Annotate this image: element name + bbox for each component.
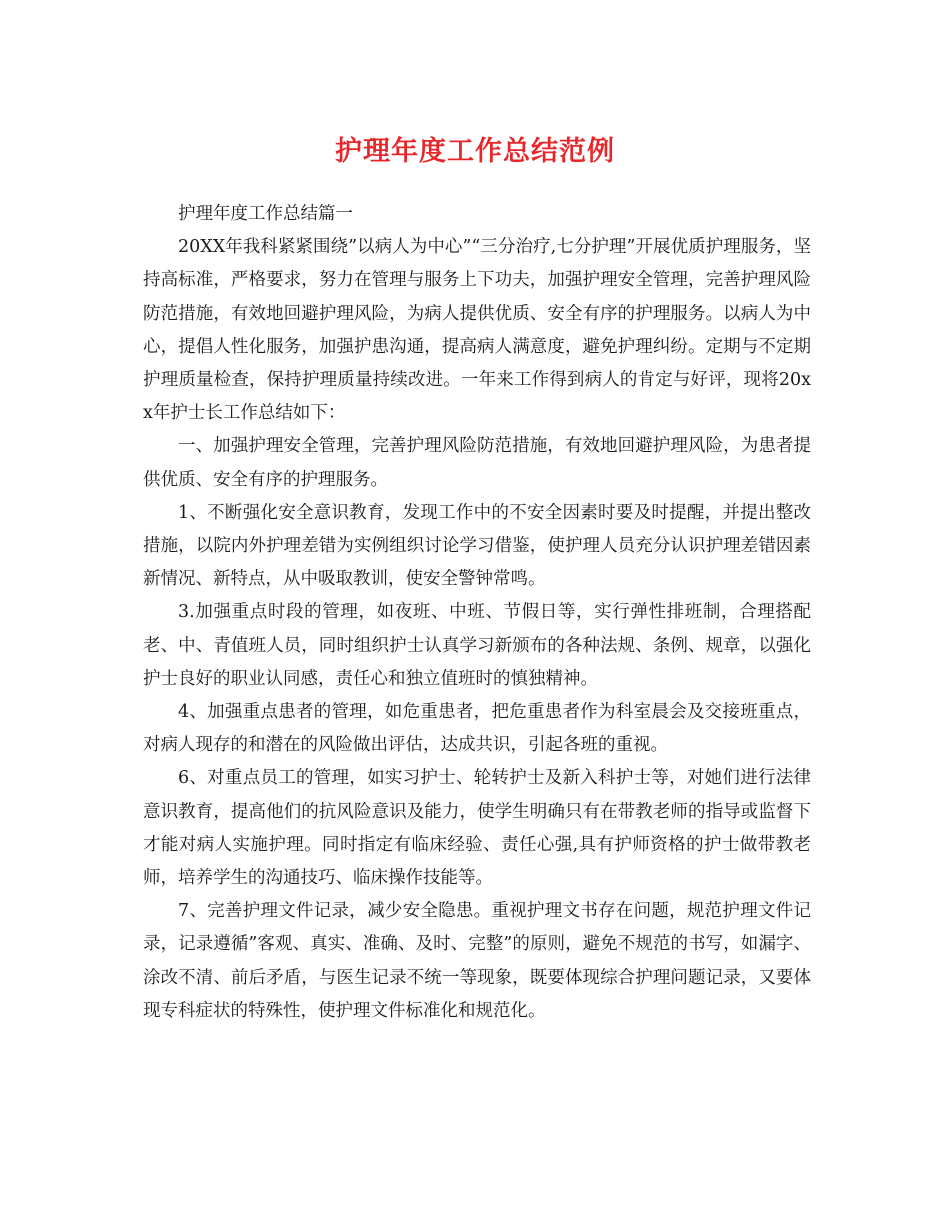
paragraph: 3.加强重点时段的管理，如夜班、中班、节假日等，实行弹性排班制，合理搭配老、中、青值班人员，同时组织护士认真学习新颁布的各种法规、条例、规章，以强化护士良好的职业认同感，责任心和独立值班时的慎独精神。 — [143, 602, 811, 689]
paragraph: 1、不断强化安全意识教育，发现工作中的不安全因素时要及时提醒，并提出整改措施，以院内外护理差错为实例组织讨论学习借鉴，使护理人员充分认识护理差错因素新情况、新特点，从中吸取教训，使安全警钟常鸣。 — [143, 502, 811, 590]
paragraph: 4、加强重点患者的管理，如危重患者，把危重患者作为科室晨会及交接班重点，对病人现存的和潜在的风险做出评估，达成共识，引起各班的重视。 — [143, 702, 811, 756]
paragraph: 一、加强护理安全管理，完善护理风险防范措施，有效地回避护理风险，为患者提供优质、安全有序的护理服务。 — [143, 436, 811, 490]
section-heading: 护理年度工作总结篇一 — [178, 204, 353, 224]
paragraph: 7、完善护理文件记录，减少安全隐患。重视护理文书存在问题，规范护理文件记录，记录遵循”客观、真实、准确、及时、完整”的原则，避免不规范的书写，如漏字、涂改不清、前后矛盾，与医生记录不统一等现象，既要体现综合护理问题记录，又要体现专科症状的特殊性，使护理文件标准化和规范化。 — [143, 901, 811, 1021]
document-body — [143, 198, 811, 1028]
document-title: 护理年度工作总结范例 — [335, 136, 615, 167]
paragraph: 20XX年我科紧紧围绕”以病人为中心”“三分治疗,七分护理”开展优质护理服务，坚持高标准，严格要求，努力在管理与服务上下功夫，加强护理安全管理，完善护理风险防范措施，有效地回避护理风险，为病人提供优质、安全有序的护理服务。以病人为中心，提倡人性化服务，加强护患沟通，提高病人满意度，避免护理纠纷。定期与不定期护理质量检查，保持护理质量持续改进。一年来工作得到病人的肯定与好评，现将20xx年护士长工作总结如下： — [143, 237, 811, 424]
paragraph: 6、对重点员工的管理，如实习护士、轮转护士及新入科护士等，对她们进行法律意识教育，提高他们的抗风险意识及能力，使学生明确只有在带教老师的指导或监督下才能对病人实施护理。同时指定有临床经验、责任心强,具有护师资格的护士做带教老师，培养学生的沟通技巧、临床操作技能等。 — [143, 768, 811, 889]
